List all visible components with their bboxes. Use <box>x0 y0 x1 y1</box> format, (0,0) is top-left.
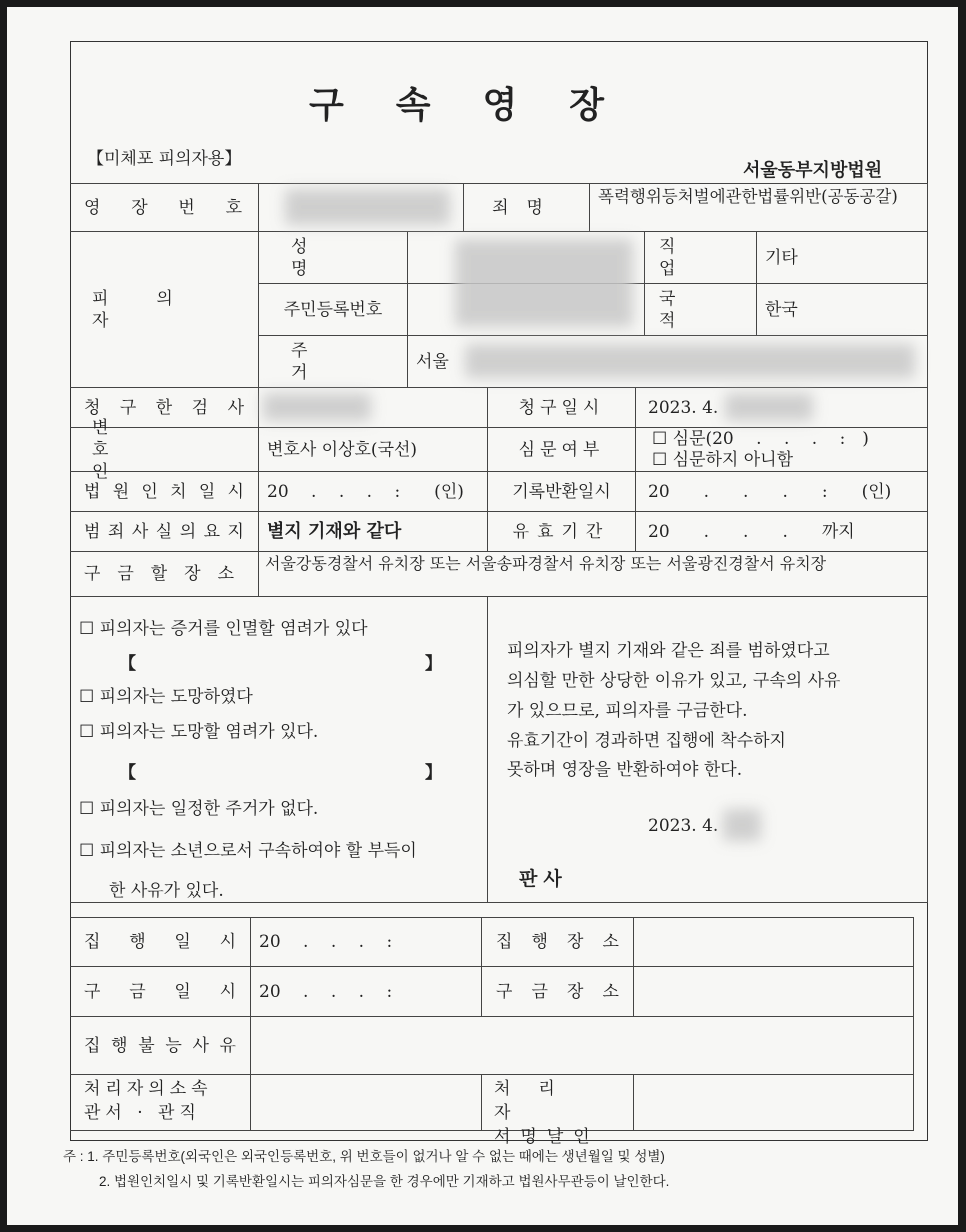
detention-value: 서울강동경찰서 유치장 또는 서울송파경찰서 유치장 또는 서울광진경찰서 유치장 <box>259 552 928 597</box>
job-label: 직업 <box>645 232 757 284</box>
reason-no-residence[interactable]: ☐ 피의자는 일정한 주거가 없다. <box>79 799 319 819</box>
detain-time-value: 20 . . . : <box>251 967 482 1017</box>
bracket-close-1: 】 <box>425 654 442 674</box>
redacted-address <box>465 344 915 378</box>
reason-juvenile[interactable]: ☐ 피의자는 소년으로서 구속하여야 할 부득이 <box>79 841 417 861</box>
order-line: 가 있으므로, 피의자를 구금한다. <box>507 701 748 721</box>
judge-label: 판사 <box>519 868 568 890</box>
court-name: 서울동부지방법원 <box>743 160 883 181</box>
reason-fled[interactable]: ☐ 피의자는 도망하였다 <box>79 687 253 707</box>
detention-label: 구 금 할 장 소 <box>70 552 259 597</box>
address-label: 주거 <box>259 336 408 388</box>
warrant-no-label: 영 장 번 호 <box>70 183 259 232</box>
prosecutor-label: 청 구 한 검 사 <box>70 388 259 428</box>
bracket-open-2: 【 <box>119 763 136 783</box>
hearing-option-not-held[interactable]: ☐ 심문하지 아니함 <box>652 450 794 470</box>
request-date-value: 2023. 4. <box>636 388 928 428</box>
exec-fail-label: 집 행 불 능 사 유 <box>70 1017 251 1075</box>
request-date-label: 청구일시 <box>488 388 636 428</box>
order-line: 피의자가 별지 기재와 같은 죄를 범하였다고 <box>507 641 830 661</box>
bracket-open-1: 【 <box>119 654 136 674</box>
handler-label: 처리자의소속 관서 · 관직 <box>70 1075 251 1131</box>
reason-evidence[interactable]: ☐ 피의자는 증거를 인멸할 염려가 있다 <box>79 619 368 639</box>
summary-label: 범 죄 사 실 의 요 지 <box>70 512 259 552</box>
summary-value: 별지 기재와 같다 <box>259 512 488 552</box>
footnote-2: 2. 법원인치일시 및 기록반환일시는 피의자심문을 한 경우에만 기재하고 법원사무관등이 날인한다. <box>99 1174 670 1189</box>
warrant-page <box>7 7 958 1225</box>
document-title: 구속영장 <box>308 84 657 126</box>
address-value: 서울 <box>408 336 928 388</box>
record-return-value: 20 . . . : (인) <box>636 472 928 512</box>
signer-value <box>634 1075 914 1131</box>
hearing-option-held[interactable]: ☐ 심문(20 . . . : ) <box>652 429 869 449</box>
exec-place-value <box>634 917 914 967</box>
crime-label: 죄명 <box>464 183 590 232</box>
court-arrival-value: 20 . . . : (인) <box>259 472 488 512</box>
reason-juvenile-cont: 한 사유가 있다. <box>109 881 224 901</box>
handler-value <box>251 1075 482 1131</box>
order-line: 유효기간이 경과하면 집행에 착수하지 <box>507 731 786 751</box>
crime-value: 폭력행위등처벌에관한법률위반(공동공갈) <box>590 183 928 232</box>
footnote-1: 주 : 1. 주민등록번호(외국인은 외국인등록번호, 위 번호들이 없거나 알 수 없는 때에는 생년월일 및 성별) <box>63 1149 665 1164</box>
redacted-prosecutor <box>263 393 371 421</box>
rrn-label: 주민등록번호 <box>259 284 408 336</box>
hearing-label: 심문여부 <box>488 428 636 472</box>
order-date: 2023. 4. <box>648 816 719 836</box>
court-arrival-label: 법 원 인 치 일 시 <box>70 472 259 512</box>
job-value: 기타 <box>757 232 928 284</box>
exec-fail-value <box>251 1017 914 1075</box>
suspect-label: 피의자 <box>70 232 259 388</box>
redacted-request-date <box>725 393 813 421</box>
lawyer-value: 변호사 이상호(국선) <box>259 428 488 472</box>
redacted-name-rrn <box>455 239 633 327</box>
detain-place-label: 구 금 장 소 <box>482 967 634 1017</box>
nationality-value: 한국 <box>757 284 928 336</box>
name-label: 성명 <box>259 232 408 284</box>
valid-label: 유효기간 <box>488 512 636 552</box>
valid-value: 20 . . . 까지 <box>636 512 928 552</box>
nationality-label: 국적 <box>645 284 757 336</box>
form-subtitle: 【미체포 피의자용】 <box>87 149 242 169</box>
record-return-label: 기록반환일시 <box>488 472 636 512</box>
hearing-options <box>636 428 928 472</box>
exec-place-label: 집 행 장 소 <box>482 917 634 967</box>
order-line: 못하며 영장을 반환하여야 한다. <box>507 760 743 780</box>
exec-time-label: 집 행 일 시 <box>70 917 251 967</box>
reason-may-flee[interactable]: ☐ 피의자는 도망할 염려가 있다. <box>79 722 319 742</box>
bracket-close-2: 】 <box>425 763 442 783</box>
order-line: 의심할 만한 상당한 이유가 있고, 구속의 사유 <box>507 671 841 691</box>
redacted-order-date <box>723 809 761 841</box>
redacted-warrant-no <box>285 189 450 225</box>
lawyer-label: 변호인 <box>70 428 259 472</box>
detain-place-value <box>634 967 914 1017</box>
exec-time-value: 20 . . . : <box>251 917 482 967</box>
signer-label: 처리자 서명날인 <box>482 1075 634 1131</box>
detain-time-label: 구 금 일 시 <box>70 967 251 1017</box>
